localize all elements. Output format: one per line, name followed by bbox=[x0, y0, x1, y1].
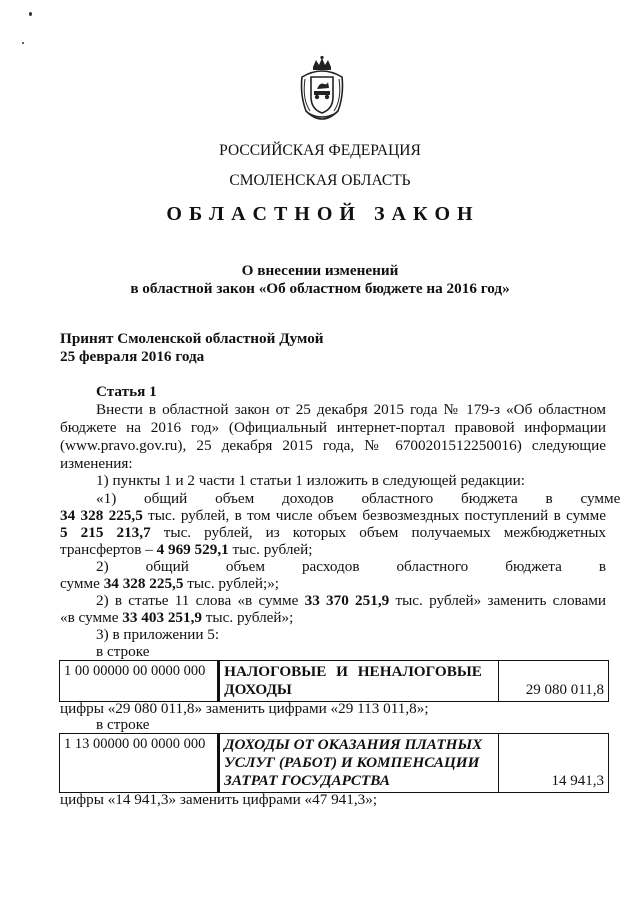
amount-cell: 14 941,3 bbox=[499, 734, 609, 793]
document-type-heading: О Б Л А С Т Н О Й З А К О Н bbox=[166, 203, 474, 225]
adoption-statement: Принят Смоленской областной Думой bbox=[60, 330, 324, 347]
region-heading: СМОЛЕНСКАЯ ОБЛАСТЬ bbox=[229, 172, 411, 189]
classification-code: 1 00 00000 00 0000 000 bbox=[60, 661, 219, 702]
paragraph-1-line-1: «1) общий объем доходов областного бюджета в сумме bbox=[96, 490, 621, 507]
income-name: ДОХОДЫ ОТ ОКАЗАНИЯ ПЛАТНЫХ УСЛУГ (РАБОТ) И КОМПЕНСАЦИИ ЗАТРАТ ГОСУДАРСТВА bbox=[219, 734, 499, 793]
article-heading: Статья 1 bbox=[96, 383, 157, 400]
paragraph-1-line-4: трансфертов – 4 969 529,1 тыс. рублей; bbox=[60, 541, 313, 558]
item-2-line-2: «в сумме 33 403 251,9 тыс. рублей»; bbox=[60, 609, 294, 626]
income-name: НАЛОГОВЫЕ И НЕНАЛОГОВЫЕ ДОХОДЫ bbox=[219, 661, 499, 702]
scan-speck bbox=[29, 12, 32, 16]
intro-line-4: изменения: bbox=[60, 455, 133, 472]
item-1: 1) пункты 1 и 2 части 1 статьи 1 изложить в следующей редакции: bbox=[96, 472, 526, 489]
intro-line-1: Внести в областной закон от 25 декабря 2015 года № 179-з «Об областном bbox=[96, 401, 606, 418]
item-2-line-1: 2) в статье 11 слова «в сумме 33 370 251,9 тыс. рублей» заменить словами bbox=[96, 592, 607, 609]
paragraph-1-line-3: 5 215 213,7 тыс. рублей, из которых объем получаемых межбюджетных bbox=[60, 524, 607, 541]
budget-row-table-2 bbox=[59, 733, 609, 793]
paragraph-2-line-2: сумме 34 328 225,5 тыс. рублей;»; bbox=[60, 575, 280, 592]
adoption-date: 25 февраля 2016 года bbox=[60, 348, 205, 365]
paragraph-1-line-2: 34 328 225,5 тыс. рублей, в том числе объем безвозмездных поступлений в сумме bbox=[60, 507, 606, 524]
classification-code: 1 13 00000 00 0000 000 bbox=[60, 734, 219, 793]
in-row-label-1: в строке bbox=[96, 643, 150, 660]
table-row bbox=[60, 734, 609, 793]
item-3: 3) в приложении 5: bbox=[96, 626, 220, 643]
country-heading: РОССИЙСКАЯ ФЕДЕРАЦИЯ bbox=[219, 142, 421, 159]
paragraph-2-line-1: 2) общий объем расходов областного бюджета в bbox=[96, 558, 606, 575]
scan-speck bbox=[22, 42, 24, 44]
budget-row-table-1 bbox=[59, 660, 609, 702]
replacement-instruction-1: цифры «29 080 011,8» заменить цифрами «29 113 011,8»; bbox=[60, 700, 429, 717]
intro-line-2: бюджете на 2016 год» (Официальный интернет-портал правовой информации bbox=[60, 419, 606, 436]
amount-cell: 29 080 011,8 bbox=[499, 661, 609, 702]
intro-line-3: (www.pravo.gov.ru), 25 декабря 2015 года, № 6700201512250016) следующие bbox=[60, 437, 606, 454]
table-row bbox=[60, 661, 609, 702]
coat-of-arms-emblem bbox=[296, 55, 348, 121]
law-title-line-2: в областной закон «Об областном бюджете на 2016 год» bbox=[130, 280, 510, 297]
in-row-label-2: в строке bbox=[96, 716, 150, 733]
law-title-line-1: О внесении изменений bbox=[241, 262, 399, 279]
replacement-instruction-2: цифры «14 941,3» заменить цифрами «47 941,3»; bbox=[60, 791, 378, 808]
